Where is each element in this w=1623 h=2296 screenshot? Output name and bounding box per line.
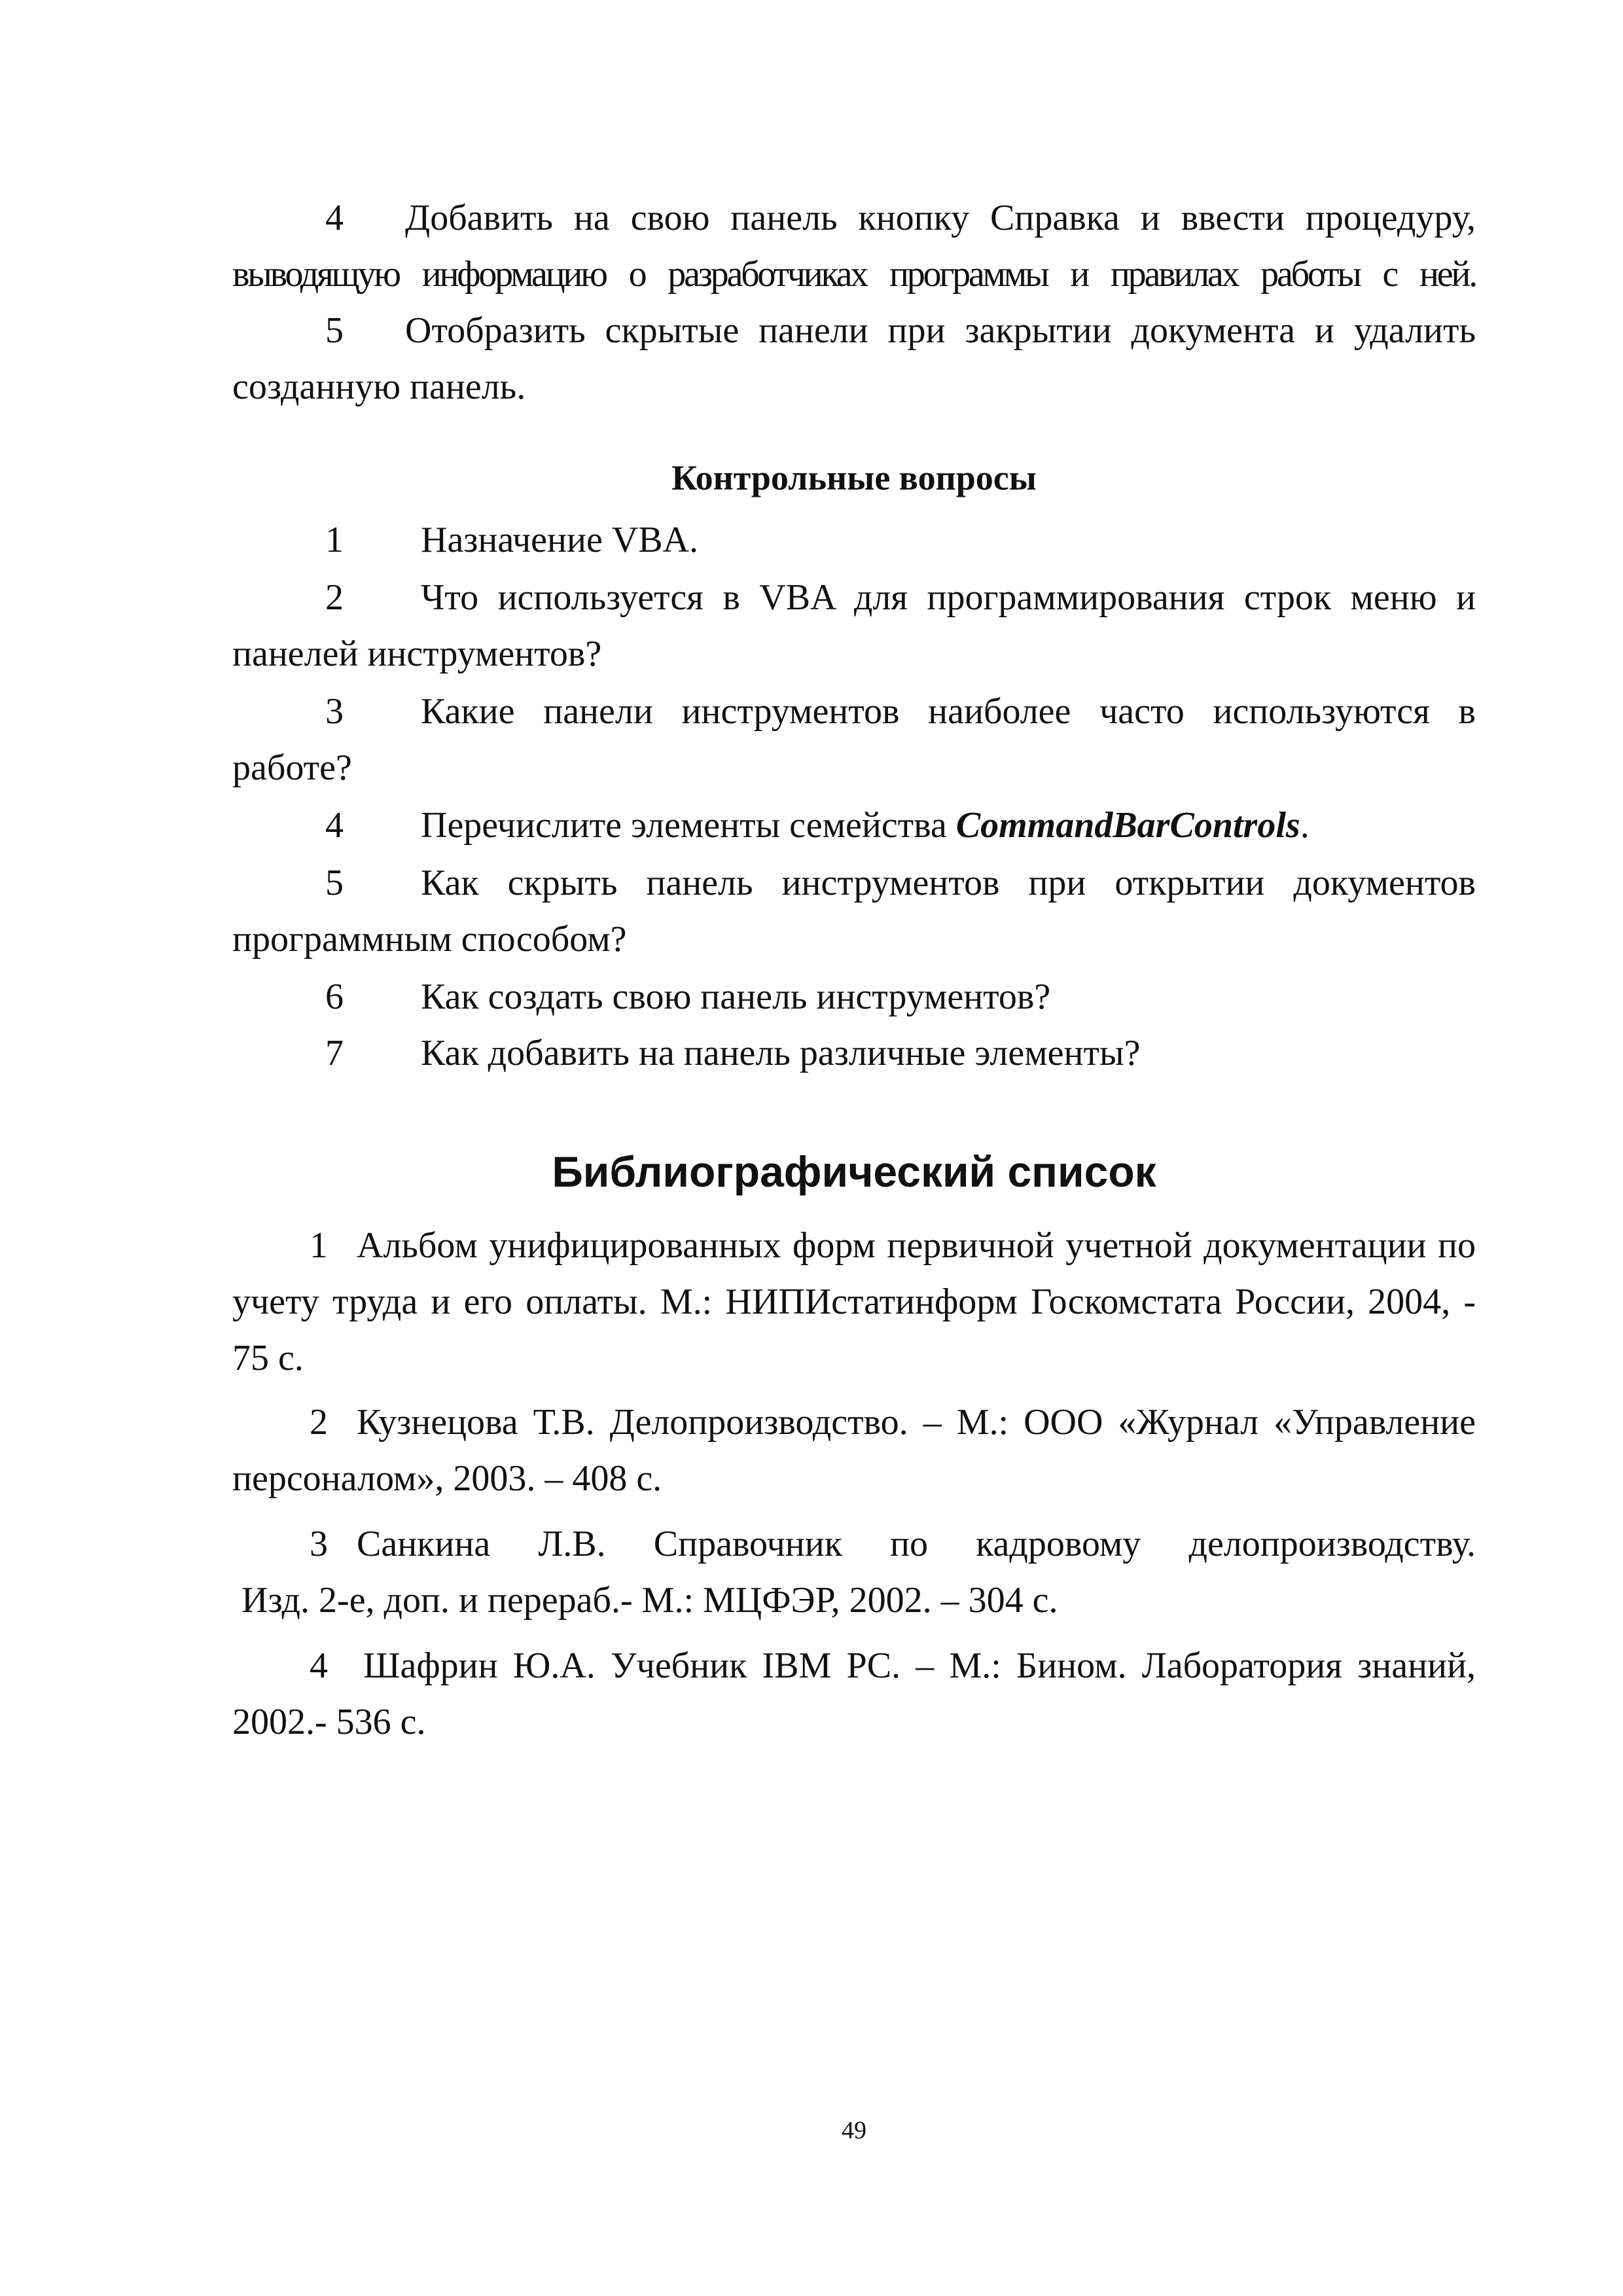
- task-item: [232, 190, 1476, 246]
- bibliography-text: Кузнецова Т.В. Делопроизводство. – М.: ООО «Журнал «Управление персоналом», 2003. – 408 с.: [232, 1402, 1476, 1499]
- task-text-line2: выводящую информацию о разработчиках программы и правилах работы с ней.: [232, 254, 1476, 295]
- bibliography-number: 1: [310, 1225, 328, 1266]
- question-number: 4: [325, 805, 344, 846]
- question-text: Как создать свою панель инструментов?: [421, 977, 1051, 1017]
- bibliography-item: [232, 1638, 1476, 1750]
- question-item: [232, 797, 1476, 853]
- question-item: [232, 969, 1476, 1025]
- task-number: 5: [325, 310, 344, 351]
- task-item: [232, 302, 1476, 415]
- control-questions-title: Контрольные вопросы: [671, 458, 1037, 497]
- question-text: Назначение VBA.: [421, 520, 699, 560]
- bibliography-item: [232, 1516, 1476, 1572]
- question-item: [232, 512, 1476, 568]
- bibliography-text-line1: Санкина Л.В. Справочник по кадровому делопроизводству.: [357, 1524, 1476, 1564]
- question-text: Что используется в VBA для программирования строк меню и панелей инструментов?: [232, 577, 1476, 674]
- bibliography-text: Шафрин Ю.А. Учебник IBM PC. – М.: Бином. Лаборатория знаний, 2002.- 536 с.: [232, 1645, 1476, 1742]
- question-text-end: .: [1300, 805, 1310, 846]
- question-text: Какие панели инструментов наиболее часто используются в работе?: [232, 691, 1476, 788]
- page-number: 49: [842, 2117, 866, 2144]
- bibliography-item: [232, 1394, 1476, 1507]
- question-number: 1: [325, 520, 344, 560]
- bibliography-item: [232, 1217, 1476, 1386]
- document-page: [232, 0, 1476, 2296]
- bibliography-number: 4: [310, 1645, 328, 1686]
- question-item: [232, 1025, 1476, 1081]
- bibliography-text: Альбом унифицированных форм первичной учетной документации по учету труда и его оплаты. М.: НИПИстатинформ Госкомстата России, 2004, - 75 с.: [232, 1225, 1476, 1378]
- question-item: [232, 683, 1476, 796]
- task-number: 4: [325, 198, 344, 238]
- bibliography-text-line2: Изд. 2-е, доп. и перераб.- М.: МЦФЭР, 2002. – 304 с.: [241, 1580, 1058, 1621]
- task-text: Отобразить скрытые панели при закрытии документа и удалить созданную панель.: [232, 310, 1476, 407]
- question-number: 7: [325, 1033, 344, 1073]
- question-item: [232, 855, 1476, 967]
- question-number: 6: [325, 977, 344, 1017]
- question-text: Как добавить на панель различные элементы?: [421, 1033, 1141, 1073]
- question-number: 3: [325, 691, 344, 732]
- bibliography-number: 3: [310, 1524, 328, 1564]
- question-text: Как скрыть панель инструментов при открытии документов программным способом?: [232, 863, 1476, 960]
- task-text-line1: Добавить на свою панель кнопку Справка и ввести процедуру,: [405, 198, 1476, 238]
- question-text: Перечислите элементы семейства: [421, 805, 956, 846]
- question-item: [232, 569, 1476, 682]
- bibliography-title: Библиографический список: [552, 1147, 1156, 1196]
- question-number: 2: [325, 577, 344, 618]
- question-number: 5: [325, 863, 344, 903]
- question-emphasis: CommandBarControls: [955, 805, 1300, 846]
- bibliography-number: 2: [310, 1402, 328, 1443]
